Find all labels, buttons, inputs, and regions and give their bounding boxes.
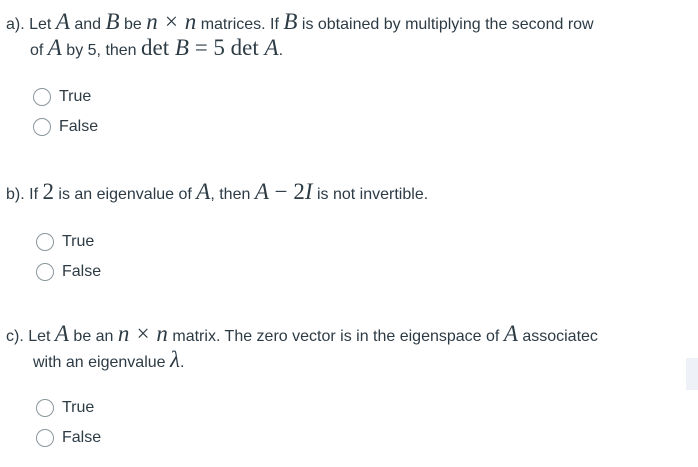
math-term: 2 — [42, 179, 54, 204]
question-text: is not invertible. — [312, 186, 429, 203]
question-a-line2 — [30, 35, 284, 61]
question-prefix: a). Let — [6, 16, 56, 33]
question-text: , then — [210, 186, 255, 203]
math-term: I — [304, 179, 313, 204]
option-label: False — [62, 429, 102, 446]
question-text: of — [30, 42, 48, 59]
question-text: c). Let — [6, 328, 55, 345]
option-label: True — [62, 399, 95, 416]
option-c-true[interactable] — [36, 399, 94, 417]
question-text: and — [69, 16, 106, 33]
math-term: A — [503, 321, 518, 346]
radio-b-false[interactable] — [36, 263, 54, 281]
radio-c-true[interactable] — [36, 399, 54, 417]
question-text: b). If — [6, 186, 43, 203]
radio-a-true[interactable] — [33, 88, 51, 106]
question-text: associatec — [517, 328, 598, 345]
math-term: A — [254, 179, 269, 204]
math-term: A — [54, 321, 69, 346]
math-term: det — [141, 35, 175, 60]
option-b-true[interactable] — [36, 233, 94, 251]
math-term: λ — [169, 347, 180, 372]
math-term: A — [55, 9, 70, 34]
math-term: A — [196, 179, 211, 204]
question-text: is an eigenvalue of — [53, 186, 197, 203]
question-a-line1 — [6, 9, 594, 35]
option-label: False — [59, 118, 99, 135]
math-term: A — [47, 35, 62, 60]
question-text: be — [119, 16, 147, 33]
option-label: False — [62, 263, 102, 280]
option-label: True — [62, 233, 95, 250]
math-term: B — [174, 35, 189, 60]
question-c-line2 — [33, 347, 185, 373]
math-term: n × n — [146, 9, 197, 34]
option-a-false[interactable] — [33, 118, 98, 136]
option-c-false[interactable] — [36, 429, 101, 447]
question-text: by 5, then — [61, 42, 142, 59]
option-label: True — [59, 88, 92, 105]
math-term: n × n — [117, 321, 168, 346]
question-text: matrices. If — [196, 16, 284, 33]
question-text: with an eigenvalue — [33, 354, 170, 371]
question-c-line1 — [6, 321, 598, 347]
scrollbar-hint — [686, 358, 698, 390]
question-text: . — [179, 354, 185, 371]
option-a-true[interactable] — [33, 88, 91, 106]
question-text: is obtained by multiplying the second row — [297, 16, 594, 33]
radio-b-true[interactable] — [36, 233, 54, 251]
radio-a-false[interactable] — [33, 118, 51, 136]
math-term: = 5 det — [188, 35, 265, 60]
question-b-line1 — [6, 179, 429, 205]
math-term: B — [283, 9, 298, 34]
math-term: B — [105, 9, 120, 34]
radio-c-false[interactable] — [36, 429, 54, 447]
math-term: A — [264, 35, 279, 60]
question-text: matrix. The zero vector is in the eigenspace of — [167, 328, 504, 345]
question-text: . — [278, 42, 284, 59]
option-b-false[interactable] — [36, 263, 101, 281]
question-text: be an — [68, 328, 118, 345]
math-term: − 2 — [268, 179, 305, 204]
